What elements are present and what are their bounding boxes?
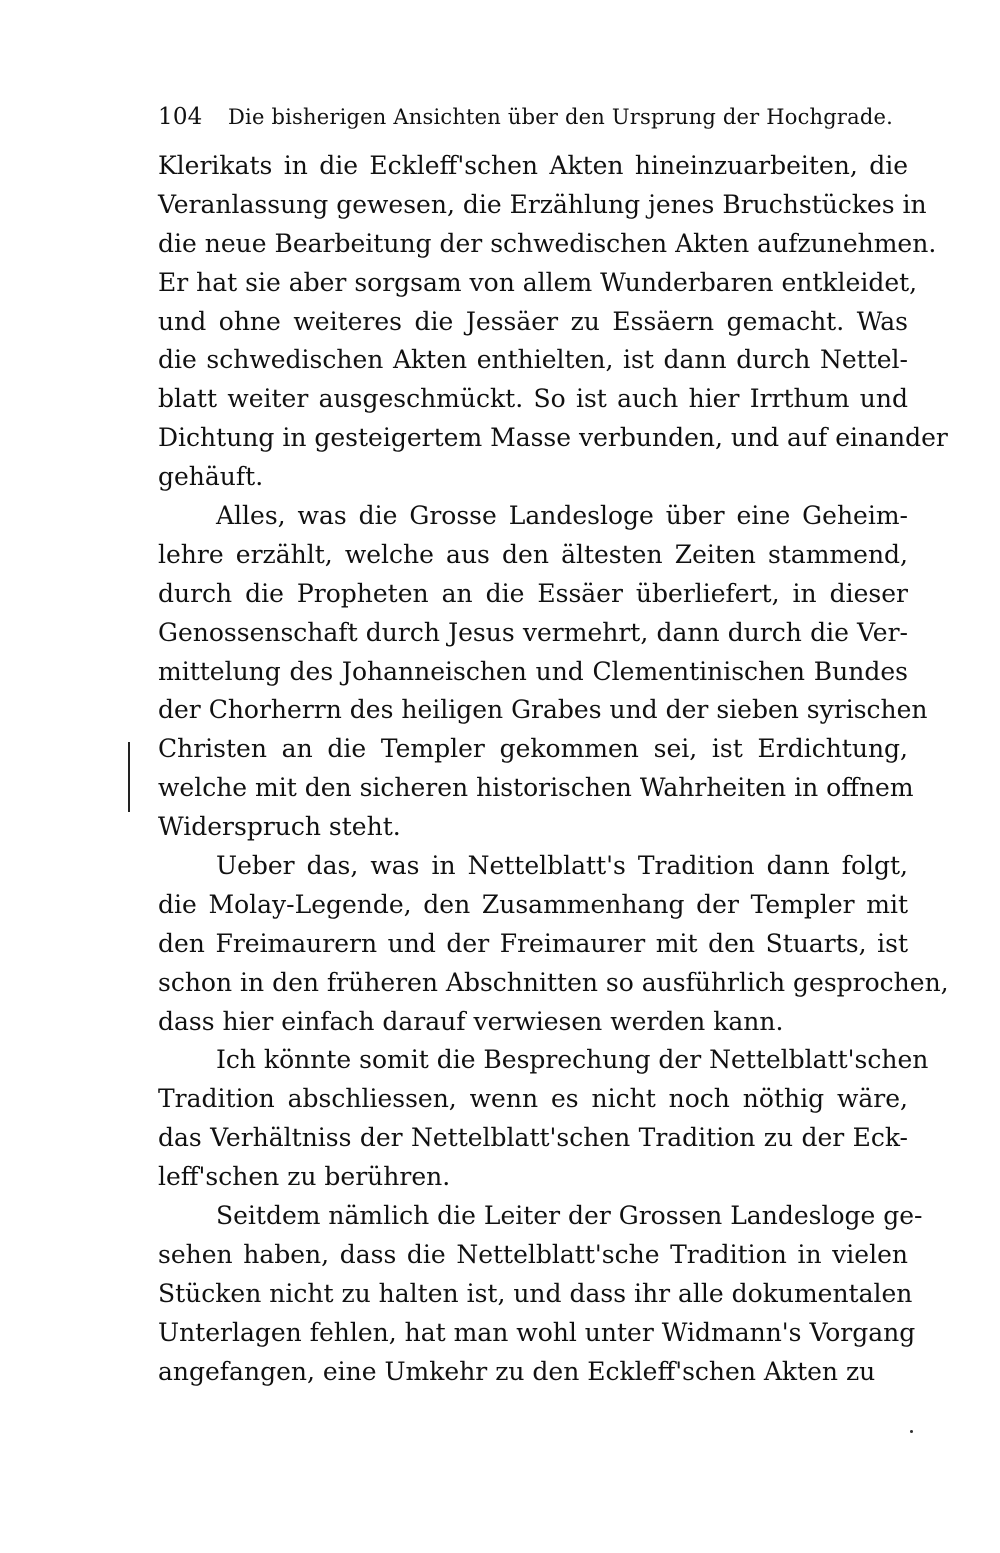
text-line: die schwedischen Akten enthielten, ist dann durch Nettel-: [158, 345, 908, 375]
text-line: Widerspruch steht.: [158, 812, 401, 842]
paragraph: [158, 147, 948, 497]
text-line: der Chorherrn des heiligen Grabes und der sieben syrischen: [158, 695, 928, 725]
paragraph: [158, 847, 949, 1041]
text-line: Seitdem nämlich die Leiter der Grossen Landesloge ge-: [216, 1201, 923, 1231]
text-line: dass hier einfach darauf verwiesen werden kann.: [158, 1006, 784, 1036]
text-line: welche mit den sicheren historischen Wahrheiten in offnem: [158, 773, 914, 803]
text-line: schon in den früheren Abschnitten so ausführlich gesprochen,: [158, 967, 949, 997]
body-text: [158, 147, 949, 1392]
text-line: lehre erzählt, welche aus den ältesten Zeiten stammend,: [158, 539, 908, 569]
text-line: Ich könnte somit die Besprechung der Nettelblatt'schen: [216, 1045, 929, 1075]
text-line: Klerikats in die Eckleff'schen Akten hineinzuarbeiten, die: [158, 151, 908, 180]
text-line: durch die Propheten an die Essäer überliefert, in dieser: [158, 578, 908, 608]
text-line: blatt weiter ausgeschmückt. So ist auch hier Irrthum und: [158, 384, 908, 414]
text-line: das Verhältniss der Nettelblatt'schen Tradition zu der Eck-: [158, 1123, 908, 1153]
text-line: sehen haben, dass die Nettelblatt'sche Tradition in vielen: [158, 1239, 908, 1269]
text-line: Er hat sie aber sorgsam von allem Wunderbaren entkleidet,: [158, 267, 918, 297]
text-line: Unterlagen fehlen, hat man wohl unter Widmann's Vorgang: [158, 1317, 916, 1347]
running-header: [158, 100, 898, 134]
text-line: Tradition abschliessen, wenn es nicht noch nöthig wäre,: [158, 1084, 908, 1114]
text-line: die Molay-Legende, den Zusammenhang der Templer mit: [158, 889, 908, 919]
text-line: den Freimaurern und der Freimaurer mit den Stuarts, ist: [158, 928, 908, 958]
paragraph: [158, 1041, 929, 1197]
text-line: und ohne weiteres die Jessäer zu Essäern gemacht. Was: [158, 306, 908, 336]
text-line: mittelung des Johanneischen und Clementinischen Bundes: [158, 656, 908, 686]
page-number: 104: [158, 104, 203, 130]
text-line: gehäuft.: [158, 462, 264, 492]
text-line: Alles, was die Grosse Landesloge über eine Geheim-: [216, 501, 908, 531]
paragraph: [158, 1197, 923, 1391]
running-title: Die bisherigen Ansichten über den Ursprung der Hochgrade.: [228, 105, 894, 129]
paper-speck: [910, 1430, 913, 1433]
text-line: Stücken nicht zu halten ist, und dass ihr alle dokumentalen: [158, 1278, 913, 1308]
text-line: angefangen, eine Umkehr zu den Eckleff'schen Akten zu: [158, 1356, 876, 1386]
text-line: die neue Bearbeitung der schwedischen Akten aufzunehmen.: [158, 228, 937, 258]
text-line: Veranlassung gewesen, die Erzählung jenes Bruchstückes in: [158, 189, 927, 219]
paragraph: [158, 497, 928, 847]
text-line: Ueber das, was in Nettelblatt's Tradition dann folgt,: [216, 851, 908, 881]
text-line: Christen an die Templer gekommen sei, ist Erdichtung,: [158, 734, 908, 764]
text-line: Genossenschaft durch Jesus vermehrt, dann durch die Ver-: [158, 617, 908, 647]
text-line: leff'schen zu berühren.: [158, 1162, 451, 1192]
text-line: Dichtung in gesteigertem Masse verbunden, und auf einander: [158, 423, 948, 453]
margin-mark: [128, 742, 130, 812]
